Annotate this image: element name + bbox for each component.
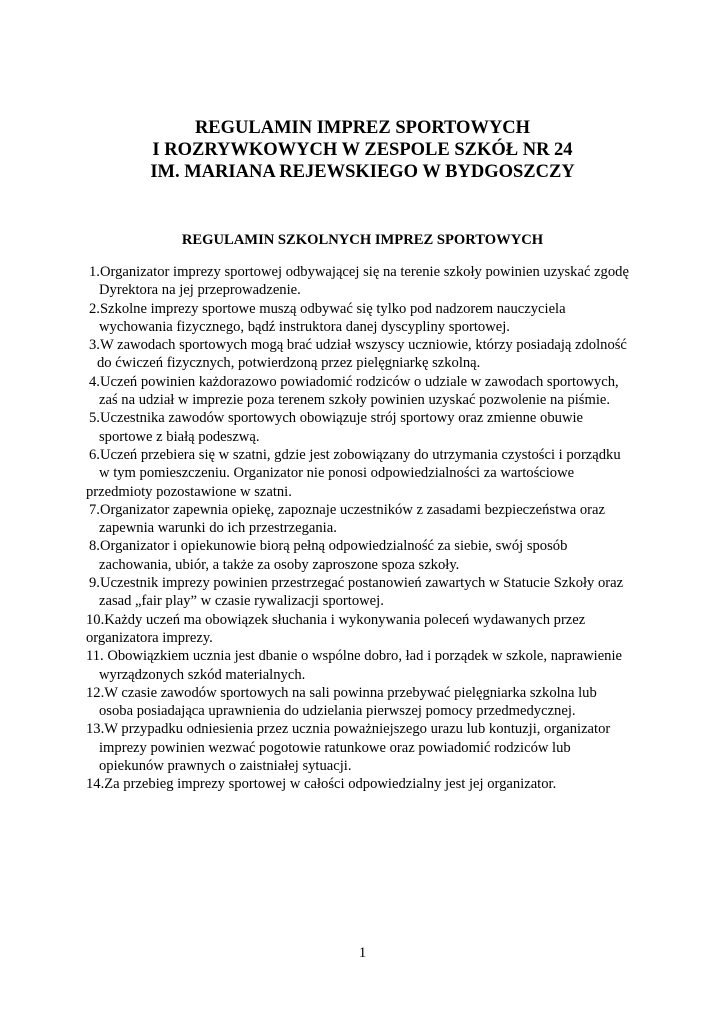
rule-line: opiekunów prawnych o zaistniałej sytuacji. — [99, 758, 352, 775]
rule-line: 10.Każdy uczeń ma obowiązek słuchania i wykonywania poleceń wydawanych przez — [86, 611, 586, 628]
rule-line: 4.Uczeń powinien każdorazowo powiadomić rodziców o udziale w zawodach sportowych, — [89, 373, 619, 390]
rule-line: 6.Uczeń przebiera się w szatni, gdzie jest zobowiązany do utrzymania czystości i porządku — [89, 446, 621, 463]
rule-line: 3.W zawodach sportowych mogą brać udział wszyscy uczniowie, którzy posiadają zdolność — [89, 337, 627, 354]
rule-line: 1.Organizator imprezy sportowej odbywającej się na terenie szkoły powinien uzyskać zgodę — [89, 264, 629, 280]
rule-item — [86, 336, 646, 373]
rule-line: zasad „fair play” w czasie rywalizacji sportowej. — [99, 593, 384, 610]
rule-line: 5.Uczestnika zawodów sportowych obowiązuje strój sportowy oraz zmienne obuwie — [89, 410, 584, 427]
rule-item — [86, 501, 646, 538]
rule-item — [86, 373, 646, 410]
rule-line: wyrządzonych szkód materialnych. — [99, 666, 306, 683]
rule-line: imprezy powinien wezwać pogotowie ratunkowe oraz powiadomić rodziców lub — [99, 739, 571, 756]
document-title — [0, 117, 725, 183]
rule-line: przedmioty pozostawione w szatni. — [86, 483, 292, 500]
rule-line: 7.Organizator zapewnia opiekę, zapoznaje uczestników z zasadami bezpieczeństwa oraz — [89, 501, 605, 518]
rule-line: wychowania fizycznego, bądź instruktora danej dyscypliny sportowej. — [99, 318, 510, 335]
page-number: 1 — [358, 945, 367, 961]
rule-line: zapewnia warunki do ich przestrzegania. — [99, 520, 337, 537]
rule-line: 12.W czasie zawodów sportowych na sali powinna przebywać pielęgniarka szkolna lub — [86, 684, 597, 701]
rule-line: 9.Uczestnik imprezy powinien przestrzegać postanowień zawartych w Statucie Szkoły oraz — [89, 575, 624, 592]
rule-line: Dyrektora na jej przeprowadzenie. — [99, 282, 301, 299]
rules-list — [86, 263, 646, 794]
title-line-1: REGULAMIN IMPREZ SPORTOWYCH — [194, 118, 531, 138]
rule-item — [86, 263, 646, 300]
rule-line: 14.Za przebieg imprezy sportowej w całości odpowiedzialny jest jej organizator. — [86, 776, 557, 793]
rule-item — [86, 574, 646, 611]
rule-line: zaś na udział w imprezie poza terenem szkoły powinien uzyskać pozwolenie na piśmie. — [99, 392, 611, 409]
rule-item — [86, 409, 646, 446]
rule-item — [86, 775, 646, 793]
rule-item — [86, 300, 646, 337]
rule-line: do ćwiczeń fizycznych, potwierdzoną przez pielęgniarkę szkolną. — [97, 355, 481, 372]
rule-line: 8.Organizator i opiekunowie biorą pełną odpowiedzialność za siebie, swój sposób — [89, 538, 568, 555]
rule-item — [86, 611, 646, 648]
rule-item — [86, 684, 646, 721]
title-line-2: I ROZRYWKOWYCH W ZESPOLE SZKÓŁ NR 24 — [152, 140, 573, 160]
rule-line: 13.W przypadku odniesienia przez ucznia poważniejszego urazu lub kontuzji, organizator — [86, 721, 611, 738]
rule-line: osoba posiadająca uprawnienia do udzielania pierwszej pomocy przedmedycznej. — [99, 703, 576, 720]
rule-line: sportowe z białą podeszwą. — [99, 428, 260, 445]
section-subtitle: REGULAMIN SZKOLNYCH IMPREZ SPORTOWYCH — [181, 232, 544, 248]
rule-item — [86, 446, 646, 501]
rule-item — [86, 720, 646, 775]
rule-item — [86, 647, 646, 684]
rule-line: zachowania, ubiór, a także za osoby zaproszone spoza szkoły. — [99, 556, 460, 573]
rule-line: 11. Obowiązkiem ucznia jest dbanie o wspólne dobro, ład i porządek w szkole, naprawienie — [86, 648, 623, 665]
rule-item — [86, 537, 646, 574]
rule-line: 2.Szkolne imprezy sportowe muszą odbywać się tylko pod nadzorem nauczyciela — [89, 300, 566, 317]
rule-line: organizatora imprezy. — [86, 629, 213, 646]
rule-line: w tym pomieszczeniu. Organizator nie ponosi odpowiedzialności za wartościowe — [99, 465, 575, 482]
title-line-3: IM. MARIANA REJEWSKIEGO W BYDGOSZCZY — [150, 162, 575, 182]
